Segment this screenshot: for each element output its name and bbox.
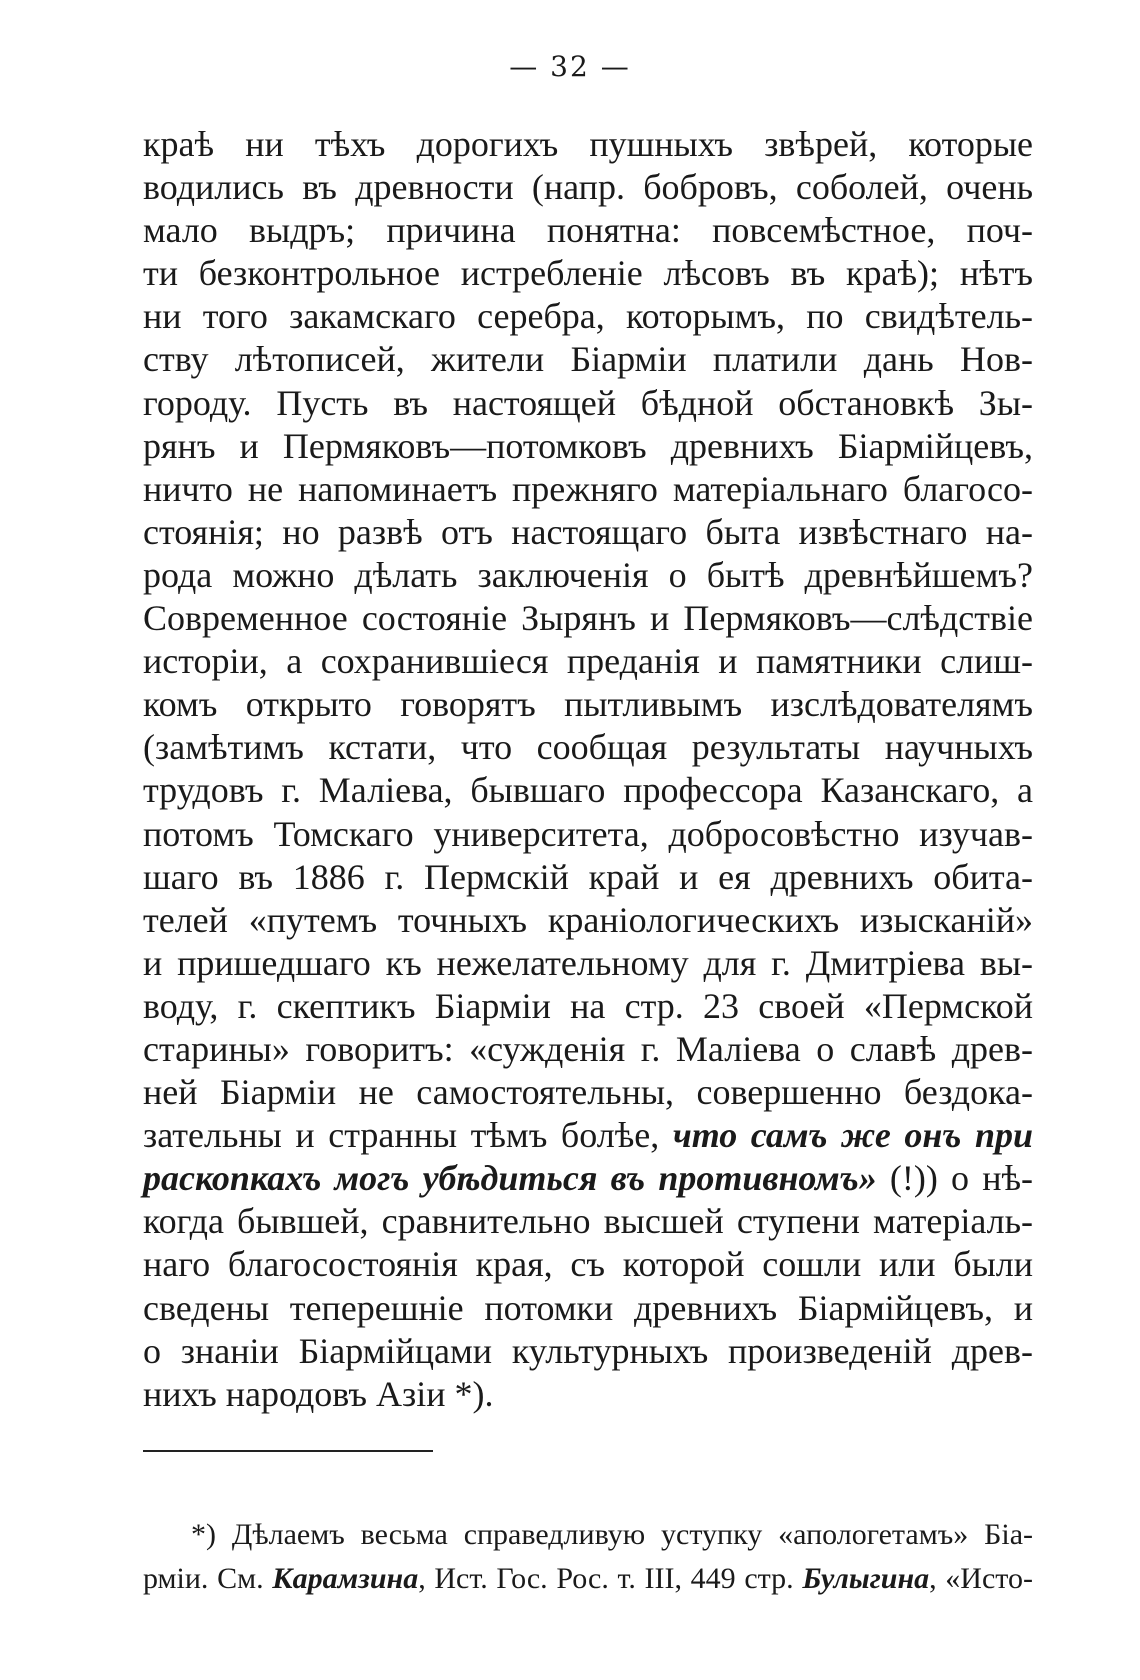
text-line: потомъ Томскаго университета, добросовѣстно изучав- [143,813,1033,854]
text-segment: зательны и странны тѣмъ болѣе, [143,1115,660,1156]
text-line: краѣ ни тѣхъ дорогихъ пушныхъ звѣрей, которые [143,124,1033,164]
text-segment: (!)) о нѣ- [876,1158,1033,1199]
footnote-author: Булыгина [802,1562,930,1595]
text-line: (замѣтимъ кстати, что сообщая результаты научныхъ [143,727,1033,768]
text-line: ничто не напоминаетъ прежняго матеріальнаго благосо- [143,468,1033,509]
footnote-segment: рміи. См. [143,1562,273,1595]
text-line: сведены теперешніе потомки древнихъ Біармійцевъ, и [143,1287,1033,1328]
text-line: старины» говоритъ: «сужденія г. Маліева о славѣ древ- [143,1028,1033,1069]
text-line: шаго въ 1886 г. Пермскій край и ея древнихъ обита- [143,856,1033,897]
footnote-divider [143,1450,433,1452]
text-line-mixed [143,1114,1033,1157]
text-line: и пришедшаго къ нежелательному для г. Дмитріева вы- [143,942,1033,983]
text-line: наго благосостоянія края, съ которой сошли или были [143,1244,1033,1285]
text-line: водились въ древности (напр. бобровъ, соболей, очень [143,167,1033,208]
footnote-segment: , «Исто- [929,1562,1033,1595]
text-line: воду, г. скептикъ Біарміи на стр. 23 своей «Пермской [143,985,1033,1026]
main-text [143,123,1033,1416]
text-line: ней Біарміи не самостоятельны, совершенно бездока- [143,1072,1033,1113]
text-line: Современное состояніе Зырянъ и Пермяковъ—слѣдствіе [143,598,1033,639]
text-line: рода можно дѣлать заключенія о бытѣ древнѣйшемъ? [143,554,1033,595]
footnote-line-mixed [143,1557,1033,1601]
text-line: когда бывшей, сравнительно высшей ступени матеріаль- [143,1201,1033,1242]
text-line: ству лѣтописей, жители Біарміи платили дань Нов- [143,339,1033,380]
text-line: городу. Пусть въ настоящей бѣдной обстановкѣ Зы- [143,382,1033,423]
text-line: нихъ народовъ Азіи *). [143,1373,494,1414]
italic-quote-segment: что самъ же онъ при [672,1115,1033,1156]
text-line: исторіи, а сохранившіеся преданія и памятники слиш- [143,641,1033,682]
text-line: комъ открыто говорятъ пытливымъ изслѣдователямъ [143,684,1033,725]
text-line-mixed [143,1157,1033,1200]
text-line: трудовъ г. Маліева, бывшаго профессора Казанскаго, а [143,770,1033,811]
text-line: ти безконтрольное истребленіе лѣсовъ въ краѣ); нѣтъ [143,253,1033,294]
text-line: стоянія; но развѣ отъ настоящаго быта извѣстнаго на- [143,511,1033,552]
italic-quote-segment: раскопкахъ могъ убѣдиться въ противномъ» [143,1158,877,1199]
text-line: о знаніи Біармійцами культурныхъ произведеній древ- [143,1330,1033,1371]
footnote [143,1513,1033,1601]
text-line: мало выдръ; причина понятна: повсемѣстное, поч- [143,210,1033,251]
footnote-segment: , Ист. Гос. Рос. т. III, 449 стр. [418,1562,803,1595]
text-line: рянъ и Пермяковъ—потомковъ древнихъ Біармійцевъ, [143,425,1033,466]
text-line: ни того закамскаго серебра, которымъ, по свидѣтель- [143,296,1033,337]
text-line: телей «путемъ точныхъ краніологическихъ изысканій» [143,899,1033,940]
footnote-line: *) Дѣлаемъ весьма справедливую уступку «апологетамъ» Біа- [191,1518,1033,1551]
footnote-author: Карамзина [272,1562,419,1595]
page-number: — 32 — [509,50,631,83]
